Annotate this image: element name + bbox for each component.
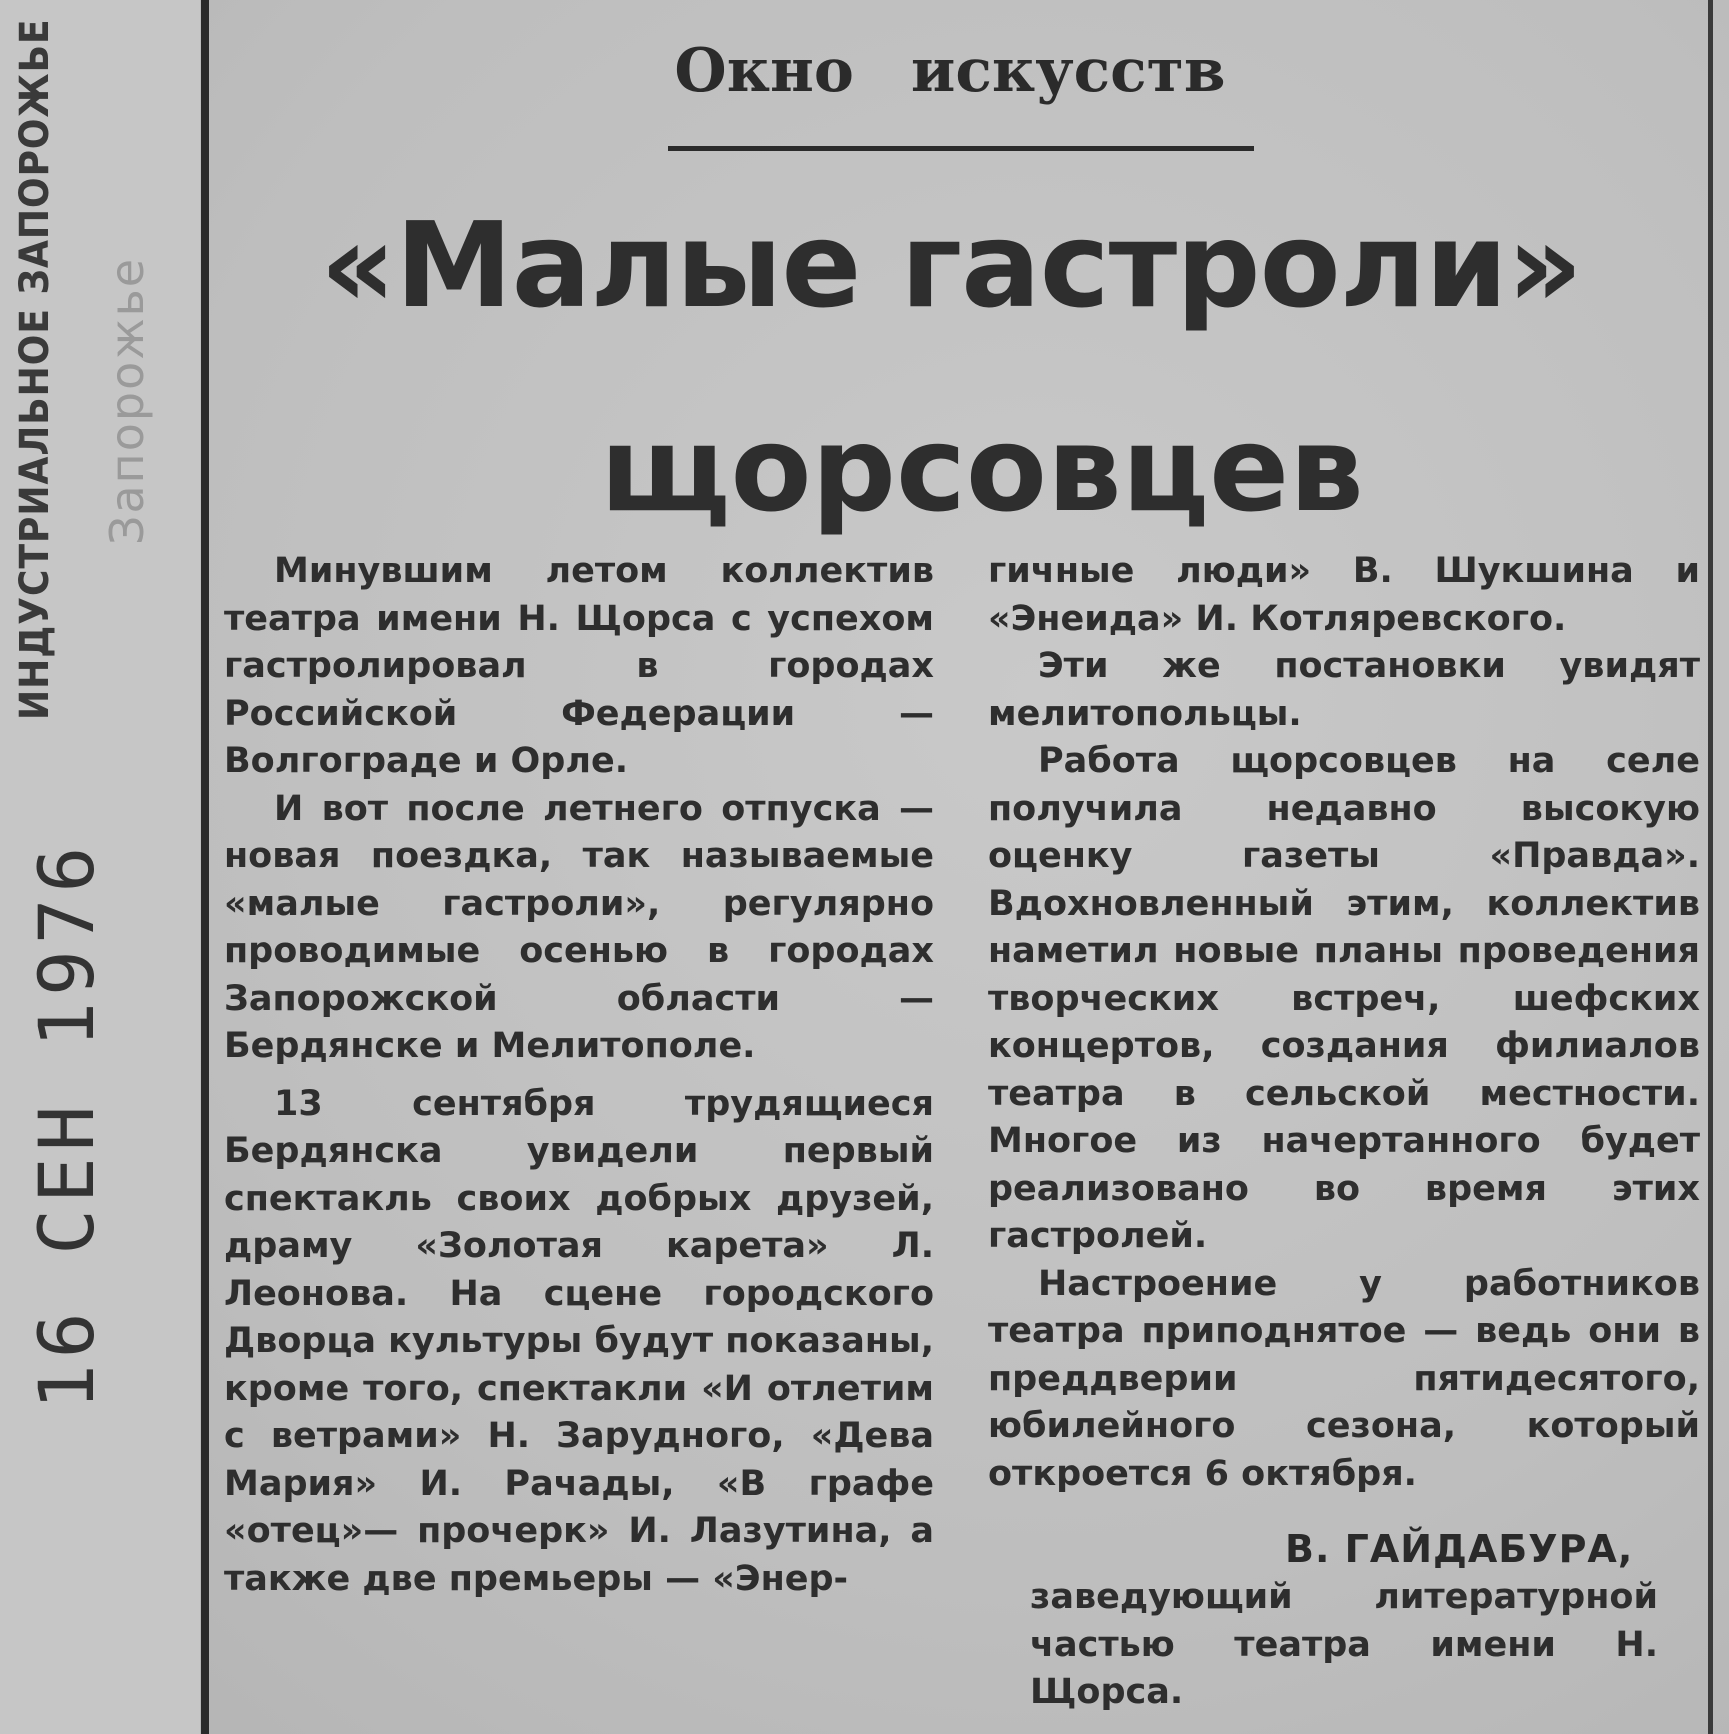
author-name: В. ГАЙДАБУРА, [1285,1527,1634,1571]
clipping-border-left [201,0,209,1734]
paragraph: Эти же постановки увидят мелитопольцы. [988,646,1700,734]
article-column-right [988,548,1700,1498]
headline-line-1: «Малые гастроли» [320,196,1583,334]
rubric-divider [668,146,1254,151]
publication-stamp: ИНДУСТРИАЛЬНОЕ ЗАПОРОЖЬЕ [12,18,58,720]
paragraph: Работа щорсовцев на селе получила недавно высокую оценку газеты «Правда». Вдохновленный этим, коллектив наметил новые планы проведения творческих встреч, шефских концертов, создания филиалов театра в сельской местности. Многое из начертанного будет реализовано во время этих гастролей. [988,741,1700,1256]
paragraph: 13 сентября трудящиеся Бердянска увидели первый спектакль своих добрых друзей, драму «Золотая карета» Л. Леонова. На сцене городского Дворца культуры будут показаны, кроме того, спектакли «И отлетим с ветрами» Н. Зарудного, «Дева Мария» И. Рачады, «В графе «отец»— прочерк» И. Лазутина, а также две премьеры — «Энер- [224,1083,934,1599]
section-rubric: Окно искусств [674,36,1226,106]
date-stamp: 16 СЕН 1976 [22,840,111,1410]
headline-line-2: щорсовцев [600,400,1364,538]
paragraph: гичные люди» В. Шукшина и «Энеида» И. Котляревского. [988,551,1700,639]
paragraph: Минувшим летом коллектив театра имени Н. Щорса с успехом гастролировал в городах Российской Федерации — Волгограде и Орле. [224,551,934,781]
paragraph: Настроение у работников театра приподнятое — ведь они в преддверии пятидесятого, юбилейного сезона, который откроется 6 октября. [988,1263,1700,1494]
archive-stamp-margin [0,0,200,1734]
city-stamp: Запорожье [100,256,154,545]
author-title: заведующий литературной частью театра имени Н. Щорса. [1030,1577,1658,1712]
clipping-border-right [1708,0,1713,1734]
article-column-left [224,548,934,1603]
paragraph: И вот после летнего отпуска — новая поездка, так называемые «малые гастроли», регулярно проводимые осенью в городах Запорожской области — Бердянске и Мелитополе. [224,788,934,1066]
